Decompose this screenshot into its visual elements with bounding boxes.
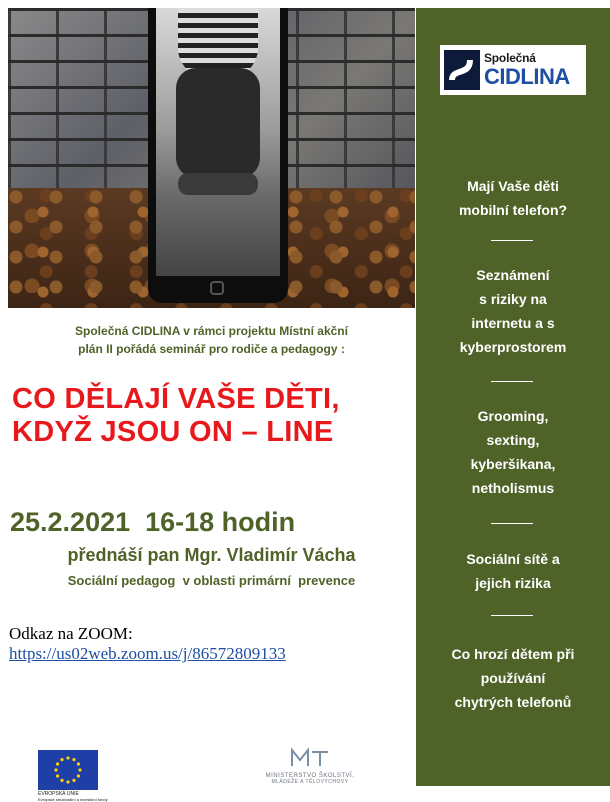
topic-internet-risks: Seznámení s riziky na internetu a s kyberprostorem: [459, 267, 567, 355]
hero-photo: [8, 8, 415, 308]
msmt-logo: [250, 746, 370, 785]
msmt-subcaption: MLÁDEŽE A TĚLOVÝCHOVY: [271, 779, 349, 785]
spolecna-cidlina-logo: [440, 45, 586, 95]
divider: [491, 381, 533, 382]
eu-subcaption: Evropské strukturální a investiční fondy: [38, 797, 108, 802]
eu-flag-icon: [38, 750, 98, 790]
page-title: CO DĚLAJÍ VAŠE DĚTI, KDYŽ JSOU ON – LINE: [12, 383, 340, 448]
logo-line2: CIDLINA: [484, 64, 570, 89]
topic-grooming: Grooming, sexting, kyberšikana, netholismus: [470, 408, 556, 496]
logo-line1: Společná: [484, 51, 536, 65]
zoom-link[interactable]: https://us02web.zoom.us/j/86572809133: [9, 644, 286, 663]
zoom-label: Odkaz na ZOOM:: [9, 624, 133, 643]
speaker-role: Sociální pedagog v oblasti primární prevence: [67, 573, 356, 588]
eu-caption: EVROPSKÁ UNIE: [38, 791, 79, 797]
smartphone-illustration: [148, 8, 288, 303]
msmt-caption: MINISTERSTVO ŠKOLSTVÍ,: [265, 773, 355, 779]
divider: [491, 523, 533, 524]
phone-screen: [156, 8, 280, 276]
home-button-icon: [210, 281, 224, 295]
topics-sidebar: [416, 8, 610, 786]
divider: [491, 615, 533, 616]
msmt-logo-icon: [250, 746, 370, 773]
eu-logo: [38, 750, 108, 802]
topic-mobile-phone: Mají Vaše děti mobilní telefon?: [458, 178, 568, 218]
topic-smartphone-dangers: Co hrozí dětem při používání chytrých telefonů: [451, 646, 575, 710]
intro-text: Společná CIDLINA v rámci projektu Místní akční plán II pořádá seminář pro rodiče a pedagogy :: [75, 324, 348, 356]
event-date-time: 25.2.2021 16-18 hodin: [10, 507, 296, 537]
cidlina-logo-icon: [444, 50, 480, 90]
speaker-name: přednáší pan Mgr. Vladimír Vácha: [67, 545, 356, 565]
divider: [491, 240, 533, 241]
topic-social-networks: Sociální sítě a jejich rizika: [466, 551, 560, 591]
